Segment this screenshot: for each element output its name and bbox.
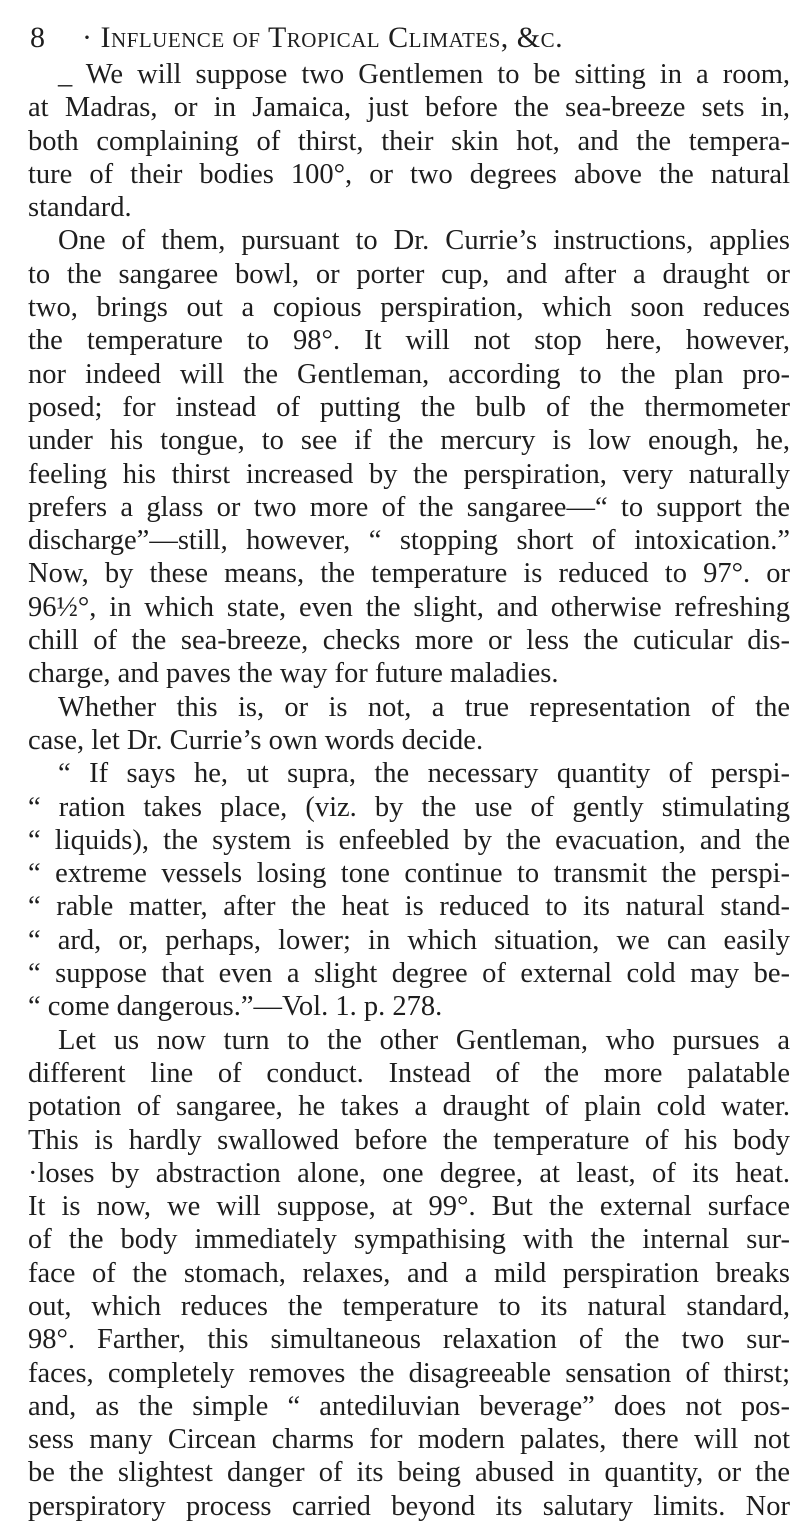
text-line: feeling his thirst increased by the perspiration, very naturally [28, 458, 790, 490]
text-line: 96½°, in which state, even the slight, and otherwise refreshing [28, 591, 790, 623]
text-line: faces, completely removes the disagreeable sensation of thirst; [28, 1357, 790, 1389]
text-line: charge, and paves the way for future maladies. [28, 658, 559, 690]
text-line: One of them, pursuant to Dr. Currie’s instructions, applies [58, 225, 790, 257]
text-line: potation of sangaree, he takes a draught of plain cold water. [28, 1091, 790, 1123]
text-line: This is hardly swallowed before the temperature of his body [28, 1124, 790, 1156]
text-line: “ suppose that even a slight degree of external cold may be- [28, 958, 790, 990]
running-header [30, 18, 790, 58]
text-line: “ liquids), the system is enfeebled by the evacuation, and the [28, 824, 790, 856]
text-line: both complaining of thirst, their skin hot, and the tempera- [28, 125, 790, 157]
text-line: and, as the simple “ antediluvian beverage” does not pos- [28, 1390, 790, 1422]
text-line: “ If says he, ut supra, the necessary quantity of perspi- [58, 758, 790, 790]
text-line: “ ard, or, perhaps, lower; in which situation, we can easily [28, 924, 790, 956]
text-line: of the body immediately sympathising with the internal sur- [28, 1224, 790, 1256]
text-line: “ come dangerous.”—Vol. 1. p. 278. [28, 991, 443, 1023]
text-line: _ We will suppose two Gentlemen to be sitting in a room, [58, 59, 790, 90]
text-line: standard. [28, 192, 132, 224]
text-line: ture of their bodies 100°, or two degrees above the natural [28, 158, 790, 190]
text-line: sess many Circean charms for modern palates, there will not [28, 1424, 790, 1456]
text-line: under his tongue, to see if the mercury is low enough, he, [28, 425, 790, 457]
text-line: case, let Dr. Currie’s own words decide. [28, 724, 484, 756]
text-line: perspiratory process carried beyond its salutary limits. Nor [28, 1490, 790, 1522]
text-line: discharge”—still, however, “ stopping short of intoxication.” [28, 525, 790, 557]
text-line: different line of conduct. Instead of the more palatable [28, 1057, 790, 1089]
text-line: to the sangaree bowl, or porter cup, and after a draught or [28, 258, 790, 290]
text-line: “ extreme vessels losing tone continue to transmit the perspi- [28, 858, 790, 890]
text-line: ·loses by abstraction alone, one degree, at least, of its heat. [28, 1157, 790, 1189]
text-line: Let us now turn to the other Gentleman, who pursues a [58, 1024, 790, 1056]
text-line: face of the stomach, relaxes, and a mild perspiration breaks [28, 1257, 790, 1289]
text-line: the temperature to 98°. It will not stop here, however, [28, 325, 790, 357]
text-line: Whether this is, or is not, a true representation of the [58, 691, 790, 723]
text-line: “ rable matter, after the heat is reduced to its natural stand- [28, 891, 790, 923]
text-line: two, brings out a copious perspiration, which soon reduces [28, 292, 790, 324]
text-line: It is now, we will suppose, at 99°. But the external surface [28, 1191, 790, 1223]
text-line: prefers a glass or two more of the sangaree—“ to support the [28, 491, 790, 523]
page-number: 8 [30, 21, 46, 54]
text-line: posed; for instead of putting the bulb of the thermometer [28, 391, 790, 423]
text-line: chill of the sea-breeze, checks more or less the cuticular dis- [28, 625, 790, 657]
text-line: out, which reduces the temperature to its natural standard, [28, 1290, 790, 1322]
text-line: “ ration takes place, (viz. by the use of gently stimulating [28, 791, 790, 823]
text-line: 98°. Farther, this simultaneous relaxation of the two sur- [28, 1324, 790, 1356]
text-line: nor indeed will the Gentleman, according to the plan pro- [28, 358, 790, 390]
text-line: Now, by these means, the temperature is reduced to 97°. or [28, 558, 790, 590]
text-line: be the slightest danger of its being abused in quantity, or the [28, 1457, 790, 1489]
running-title: · Influence of Tropical Climates, &c. [82, 21, 564, 54]
text-line: at Madras, or in Jamaica, just before the sea-breeze sets in, [28, 92, 790, 124]
body-text [28, 58, 790, 1523]
